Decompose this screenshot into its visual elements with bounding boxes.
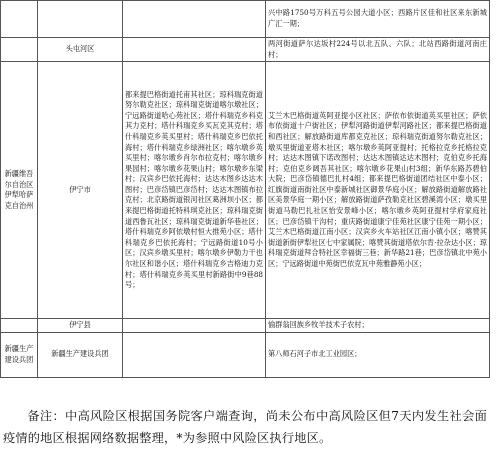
table-row [1,38,490,62]
table-cell-region: 新疆生产建设兵团 [1,332,38,377]
table-cell-medium-risk: 愉群翁回族乡牧羊技术子农村； [266,319,490,333]
table-cell-district: 伊宁市 [38,62,123,319]
table-cell-region [1,1,38,38]
table-cell-medium-risk: 艾兰木巴格街道英阿亚提小区社区；萨依布依街道英买里社区；萨依布依街道十户街社区；伊犁河路街道伊犁河路社区；都来提巴格街道和西社区；解放路街道库都克克社区；琼科瑞克街道努尔勒克社区；墩买里街道亚塔木社区；喀尔墩乡英阿亚提村；托格拉克乡托格拉克村；达达木图镇下诺改图村；达达木图镇达达木图村；克伯克乡托海村；克伯克乡阔吾其社区；喀尔墩乡花果山村3组；新华东路苏碧伯大院；巴彦岱镇德巴扎村4组；都来提巴格街道团结社区中泰小区；红旗街道南街社区中泰新城社区御景华庭小区；解放路街道解放路社区美景华庭一期小区；解放路街道萨孜勒克社区碧溪湾小区；墩买里街道马勒巴扎社区怡安景峰小区；喀尔墩乡英阿亚提村学府家庭社区；巴彦岱镇干沟村；重庆路街道康宁佳苑社区康宁佳苑一期小区；艾兰木巴格街道江南小区；汉宾乡火车站社区江南小镇小区；喀赞其街道新街伊犁社区七中家属院；喀赞其街道塔依尔肯·拉杂达小区；琼科瑞克街道拜合特社区幸福街三巷；新华路21巷；巴彦岱镇北中苑小区；宁远路街道中苑街巴依克瓦中苑雅静苑小区； [266,62,490,319]
table-row [1,332,490,377]
table-cell-district: 头屯河区 [38,38,123,62]
table-cell-region [1,38,38,62]
table-cell-medium-risk: 两河街道萨尔达坂村224号以北五队、六队；北站西路街道河南庄村； [266,38,490,62]
footnote-remark: 备注：中高风险区根据国务院客户端查询，尚未公布中高风险区但7天内发生社会面疫情的地区根据网络数据整理，*为参照中风险区执行地区。 [3,409,487,446]
table-row [1,319,490,333]
table-cell-district [38,1,123,38]
table-cell-medium-risk: 第八师石河子市北工业园区； [266,332,490,377]
table-cell-high-risk [123,332,266,377]
table-cell-medium-risk: 兴中路1750号万科五号公园大道小区；西路片区佳和社区来东新城广汇一期； [266,1,490,38]
table-cell-district: 伊宁县 [38,319,123,333]
table-cell-region [1,319,38,333]
table-cell-high-risk: 都来提巴格街道托甫其社区；琼科瑞克街道努尔勒克社区；琼科瑞克街道喀尔墩社区；宁远路街道哈心苑社区；塔什科瑞克乡科克其力克村；塔什科瑞克乡买瓦克其克村；塔什科瑞克乡英买里村；塔什科瑞克乡巴依托海村；塔什科瑞克乡绿洲社区；喀尔墩乡英买里村；喀尔墩乡肖尔布拉克村；喀尔墩乡果园村；喀尔墩乡花果山村；喀尔墩乡东梁村；汉宾乡巴依托海村；达达木图乡达达木图村；巴彦岱镇巴彦岱村；达达木图镇布拉克村；北京路街道银河社区葛洲坝小区；都来提巴格街道托特科琪克社区；琼科瑞克街道西鲁瓦社区；琼科瑞克街道新华巷社区；塔什科瑞克乡阿依墩村恒大推苑小区；塔什科瑞克乡巴依托海村；宁远路街道10号小区；汉宾乡墩买里村；喀尔墩乡伊勒力干也尔社区和谐小区；塔什科瑞克乡吉格迪力克村；塔什科瑞克乡英买里村新路街中9巷88号； [123,62,266,319]
table-cell-high-risk [123,1,266,38]
table-cell-region: 新疆维吾尔自治区伊犁哈萨克自治州 [1,62,38,319]
table-row [1,1,490,38]
table-cell-high-risk [123,319,266,333]
table-cell-district: 新疆生产建设兵团 [38,332,123,377]
table-row [1,62,490,319]
table-cell-high-risk [123,38,266,62]
